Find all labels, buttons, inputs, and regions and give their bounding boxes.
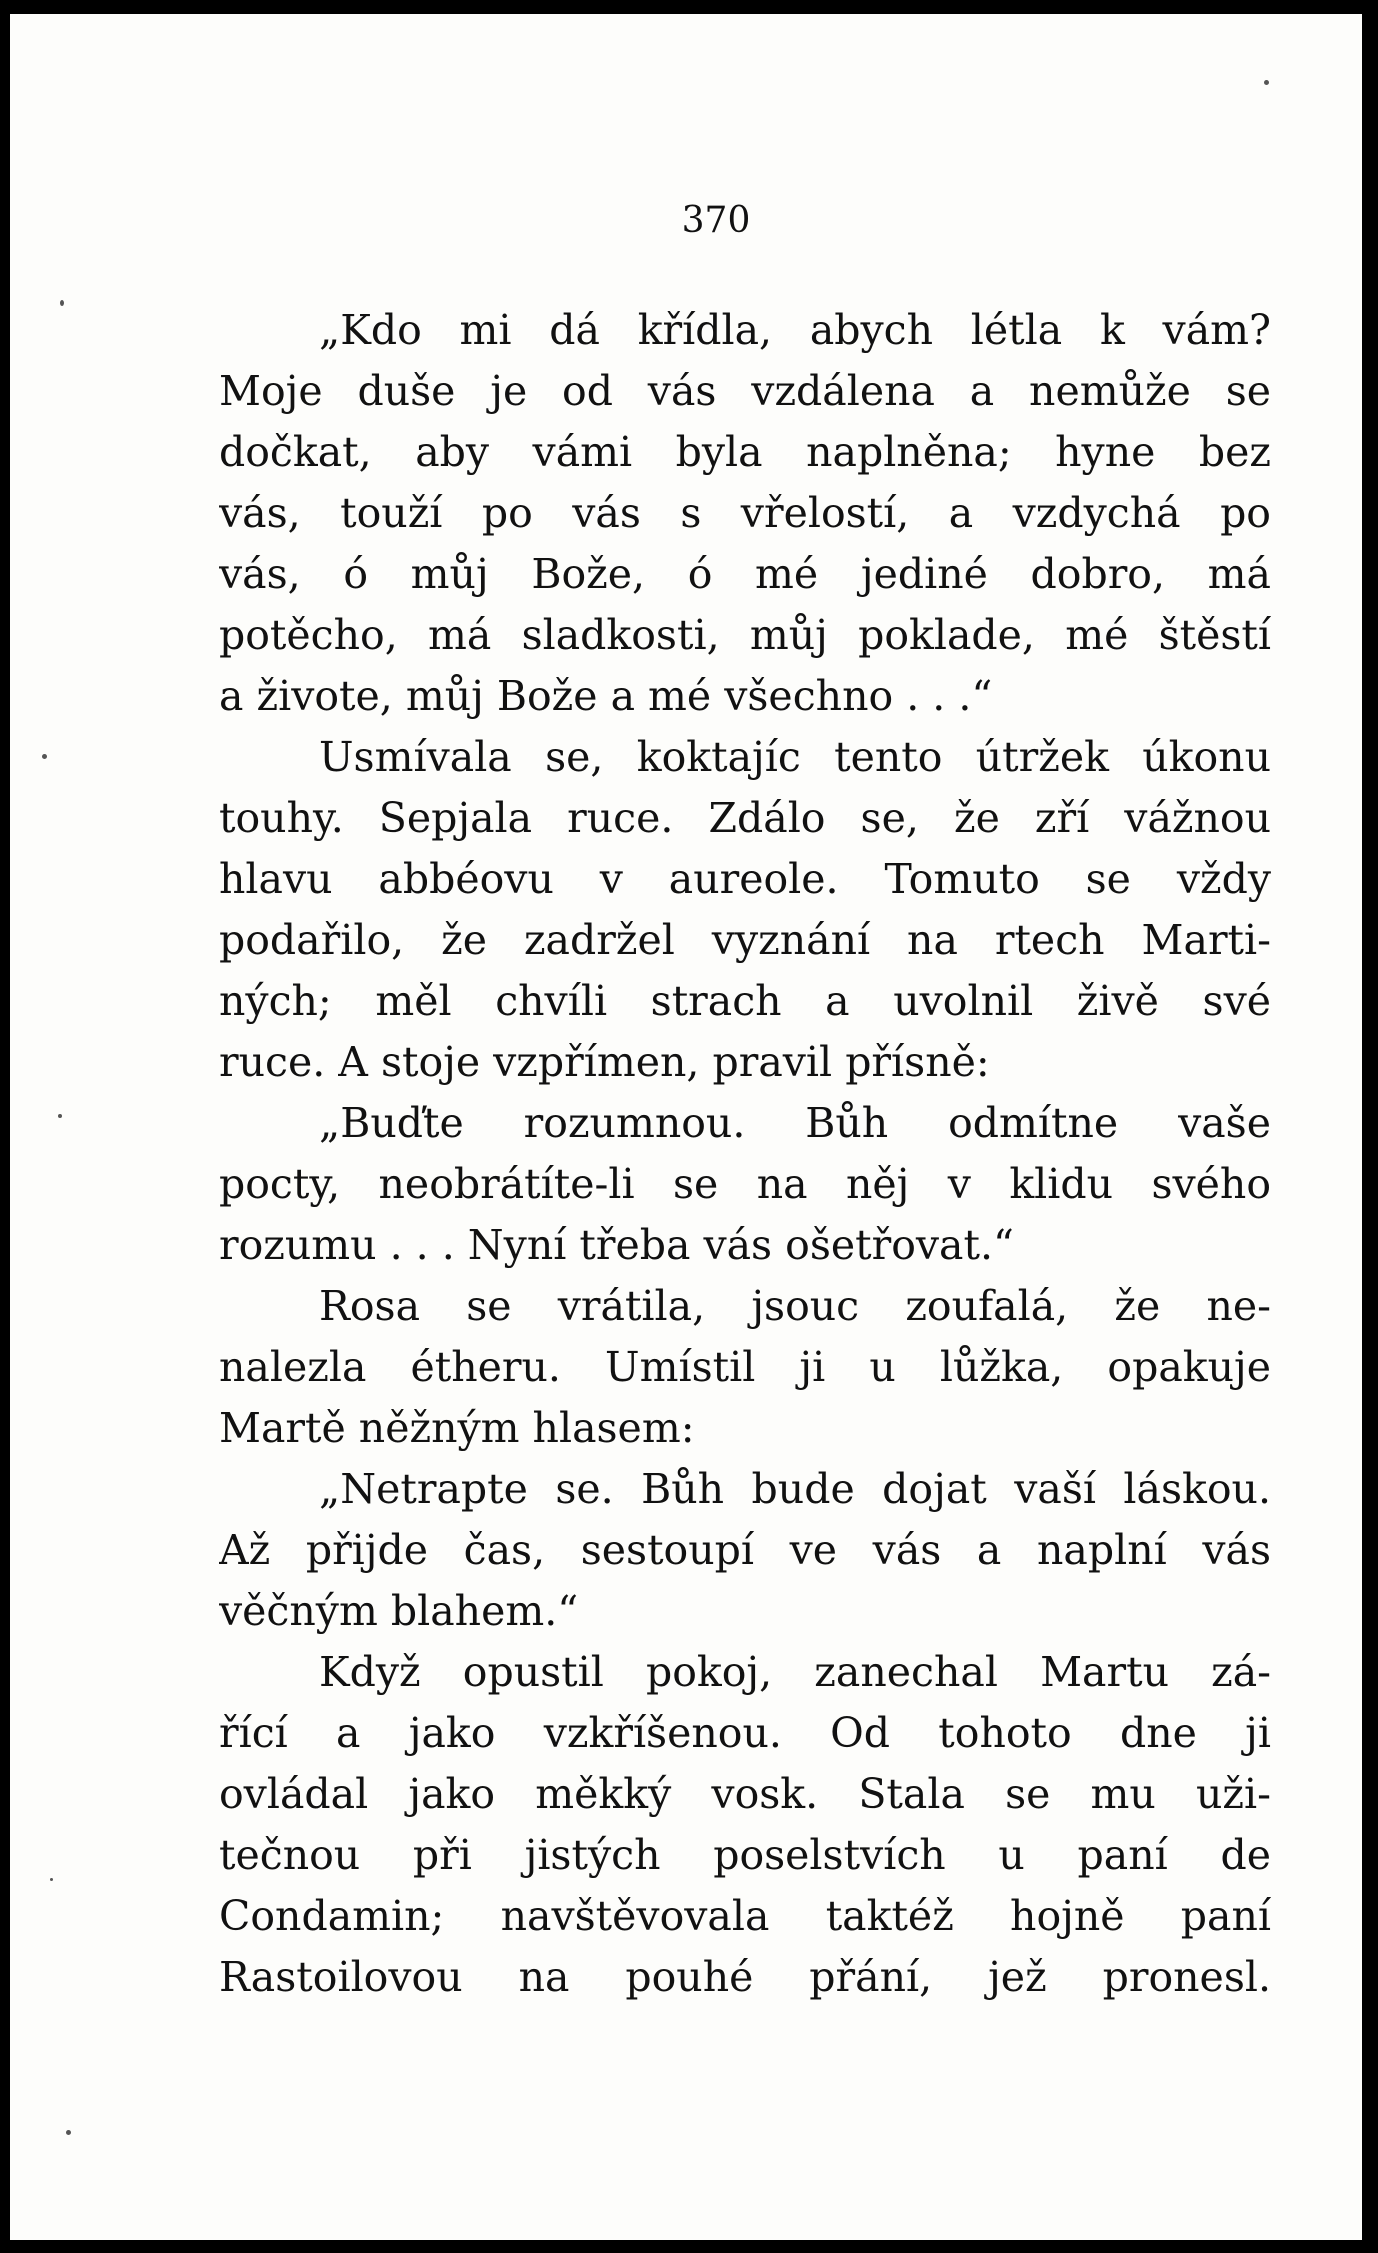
text-line: Usmívala se, koktajíc tento útržek úkonu <box>319 733 1271 781</box>
page-number: 370 <box>681 200 751 241</box>
text-line: ovládal jako měkký vosk. Stala se mu uži- <box>219 1770 1271 1818</box>
body-text <box>219 300 1271 2008</box>
scan-edge <box>1362 0 1378 2253</box>
book-page <box>10 14 1362 2240</box>
text-line: podařilo, že zadržel vyznání na rtech Marti- <box>219 916 1271 964</box>
text-line: věčným blahem.“ <box>219 1587 579 1635</box>
text-line: hlavu abbéovu v aureole. Tomuto se vždy <box>219 855 1271 903</box>
text-line: touhy. Sepjala ruce. Zdálo se, že zří vážnou <box>219 794 1271 842</box>
text-line: a živote, můj Bože a mé všechno . . .“ <box>219 672 993 720</box>
scan-speck <box>60 300 64 306</box>
text-line: potěcho, má sladkosti, můj poklade, mé štěstí <box>219 611 1271 659</box>
text-line: Když opustil pokoj, zanechal Martu zá- <box>319 1648 1271 1696</box>
text-line: Rosa se vrátila, jsouc zoufalá, že ne- <box>319 1282 1271 1330</box>
text-line: „Kdo mi dá křídla, abych létla k vám? <box>319 306 1271 354</box>
text-line: řící a jako vzkříšenou. Od tohoto dne ji <box>219 1709 1271 1757</box>
text-line: Až přijde čas, sestoupí ve vás a naplní vás <box>219 1526 1271 1574</box>
text-line: Rastoilovou na pouhé přání, jež pronesl. <box>219 1953 1271 2001</box>
scan-speck <box>50 1878 53 1881</box>
text-line: Martě něžným hlasem: <box>219 1404 695 1452</box>
scan-speck <box>42 754 47 759</box>
text-line: dočkat, aby vámi byla naplněna; hyne bez <box>219 428 1271 476</box>
text-line: pocty, neobrátíte-li se na něj v klidu svého <box>219 1160 1271 1208</box>
text-line: tečnou při jistých poselstvích u paní de <box>219 1831 1271 1879</box>
text-line: ných; měl chvíli strach a uvolnil živě své <box>219 977 1271 1025</box>
text-line: vás, touží po vás s vřelostí, a vzdychá po <box>219 489 1271 537</box>
text-line: nalezla étheru. Umístil ji u lůžka, opakuje <box>219 1343 1271 1391</box>
text-line: Condamin; navštěvovala taktéž hojně paní <box>219 1892 1271 1940</box>
text-line: Moje duše je od vás vzdálena a nemůže se <box>219 367 1271 415</box>
scan-speck <box>1264 80 1269 85</box>
scan-speck <box>58 1114 62 1118</box>
text-line: „Netrapte se. Bůh bude dojat vaší láskou. <box>319 1465 1271 1513</box>
scan-speck <box>66 2130 71 2135</box>
text-line: ruce. A stoje vzpřímen, pravil přísně: <box>219 1038 990 1086</box>
text-line: rozumu . . . Nyní třeba vás ošetřovat.“ <box>219 1221 1014 1269</box>
text-line: „Buďte rozumnou. Bůh odmítne vaše <box>319 1099 1271 1147</box>
text-line: vás, ó můj Bože, ó mé jediné dobro, má <box>219 550 1271 598</box>
